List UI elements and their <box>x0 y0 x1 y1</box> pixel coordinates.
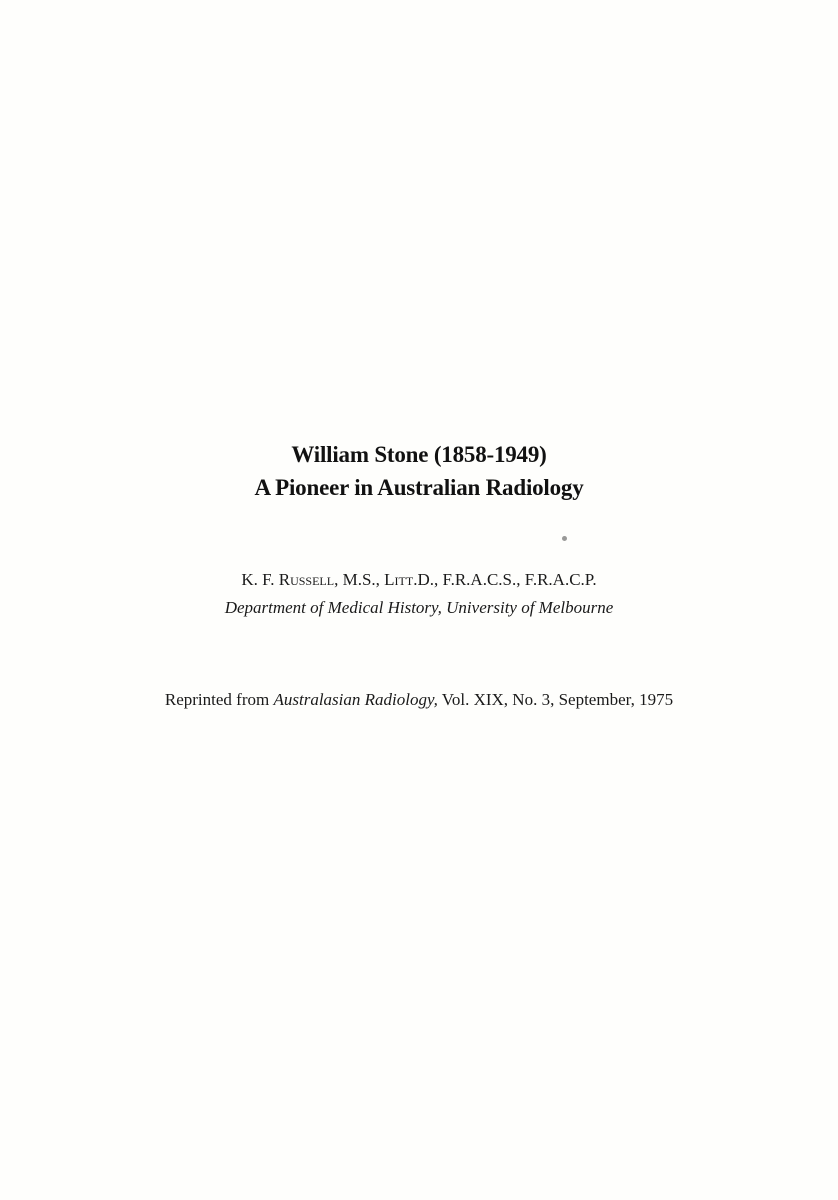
author-degrees-1: , M.S., <box>334 570 385 589</box>
reprint-journal: Australasian Radiology, <box>273 690 438 709</box>
author-credentials <box>0 566 838 594</box>
reprint-prefix: Reprinted from <box>164 690 274 709</box>
print-speck <box>562 536 567 541</box>
author-degrees-2: , F.R.A.C.S., F.R.A.C.P. <box>434 570 597 589</box>
reprint-details: Vol. XIX, No. 3, September, 1975 <box>437 690 674 709</box>
article-title <box>0 438 838 504</box>
title-line-2: A Pioneer in Australian Radiology <box>254 475 584 500</box>
author-surname: Russell <box>278 570 335 589</box>
author-degree-litt: Litt.D. <box>384 570 434 589</box>
author-block <box>0 566 838 622</box>
reprint-note <box>0 686 838 714</box>
author-affiliation: Department of Medical History, University of Melbourne <box>224 598 614 617</box>
title-line-1: William Stone (1858-1949) <box>291 442 547 467</box>
author-initials: K. F. <box>241 570 279 589</box>
